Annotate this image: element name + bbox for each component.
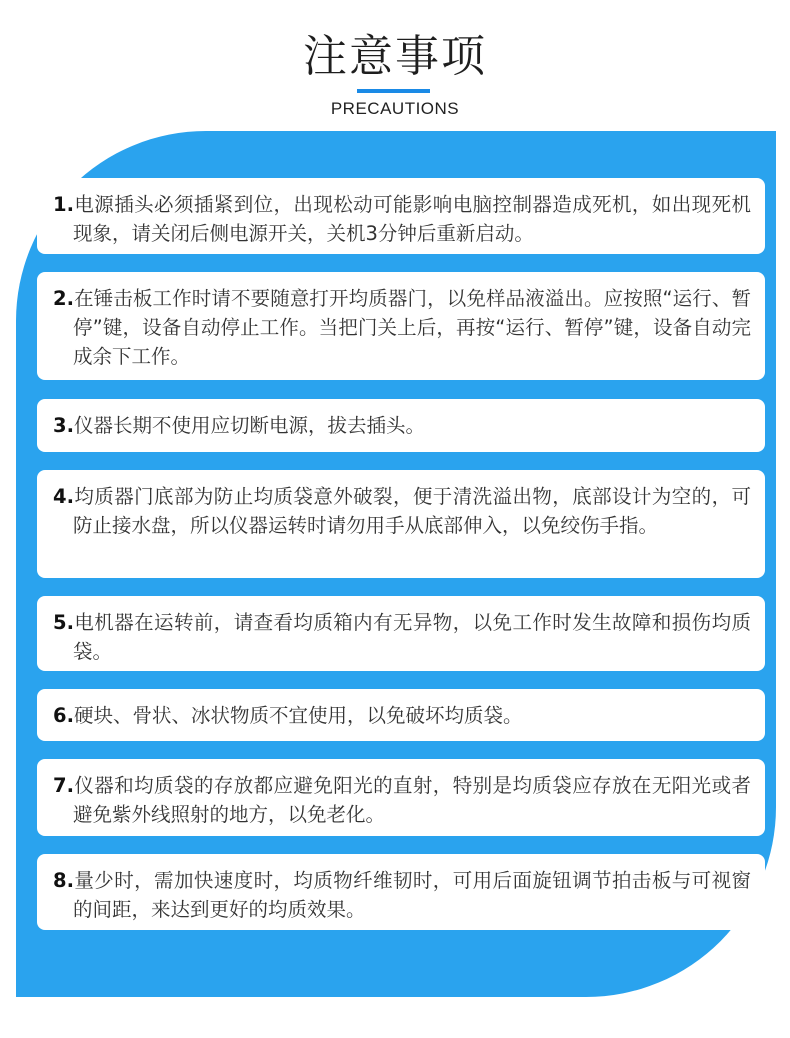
precaution-text bbox=[53, 284, 751, 371]
precaution-card-6 bbox=[37, 689, 765, 741]
precaution-card-7 bbox=[37, 759, 765, 836]
precaution-text bbox=[53, 866, 751, 924]
item-text: 在锤击板工作时请不要随意打开均质器门，以免样品液溢出。应按照“运行、暂停”键，设备自动停止工作。当把门关上后，再按“运行、暂停”键，设备自动完成余下工作。 bbox=[73, 287, 751, 368]
precaution-card-8 bbox=[37, 854, 765, 930]
item-number: 4. bbox=[53, 485, 74, 508]
precaution-card-4 bbox=[37, 470, 765, 578]
precaution-card-1 bbox=[37, 178, 765, 254]
precaution-text bbox=[53, 190, 751, 248]
item-text: 电源插头必须插紧到位，出现松动可能影响电脑控制器造成死机，如出现死机现象，请关闭后侧电源开关，关机3分钟后重新启动。 bbox=[73, 193, 751, 245]
item-number: 6. bbox=[53, 704, 74, 727]
item-text: 仪器长期不使用应切断电源，拔去插头。 bbox=[73, 414, 425, 437]
title-underline bbox=[357, 89, 430, 93]
precaution-text bbox=[53, 411, 751, 440]
item-number: 5. bbox=[53, 611, 74, 634]
item-text: 均质器门底部为防止均质袋意外破裂，便于清洗溢出物，底部设计为空的，可防止接水盘，所以仪器运转时请勿用手从底部伸入，以免绞伤手指。 bbox=[73, 485, 751, 537]
precaution-text bbox=[53, 608, 751, 666]
precaution-text bbox=[53, 482, 751, 540]
item-number: 7. bbox=[53, 774, 74, 797]
page-title: 注意事项 bbox=[303, 31, 487, 82]
item-text: 硬块、骨状、冰状物质不宜使用，以免破坏均质袋。 bbox=[73, 704, 523, 727]
item-number: 8. bbox=[53, 869, 74, 892]
item-number: 3. bbox=[53, 414, 74, 437]
precaution-card-5 bbox=[37, 596, 765, 671]
item-number: 1. bbox=[53, 193, 74, 216]
precaution-card-2 bbox=[37, 272, 765, 380]
item-text: 量少时，需加快速度时，均质物纤维韧时，可用后面旋钮调节拍击板与可视窗的间距，来达到更好的均质效果。 bbox=[73, 869, 751, 921]
item-text: 电机器在运转前，请查看均质箱内有无异物，以免工作时发生故障和损伤均质袋。 bbox=[73, 611, 751, 663]
page-subtitle: PRECAUTIONS bbox=[330, 99, 460, 118]
item-text: 仪器和均质袋的存放都应避免阳光的直射，特别是均质袋应存放在无阳光或者避免紫外线照射的地方，以免老化。 bbox=[73, 774, 751, 826]
item-number: 2. bbox=[53, 287, 74, 310]
precaution-text bbox=[53, 701, 751, 730]
precaution-text bbox=[53, 771, 751, 829]
precaution-card-3 bbox=[37, 399, 765, 452]
